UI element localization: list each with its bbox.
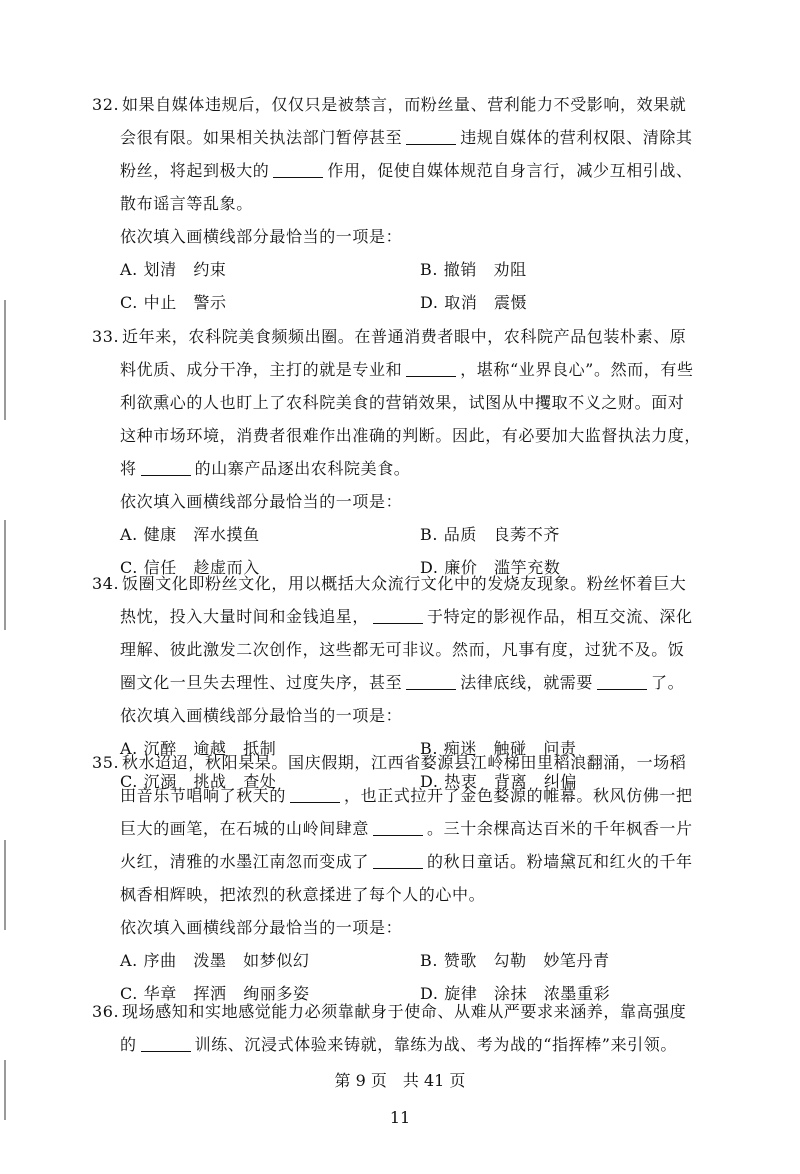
question-text-line xyxy=(92,419,732,452)
question-text-line xyxy=(92,187,732,220)
question-text-line xyxy=(92,633,732,666)
fill-blank xyxy=(373,850,423,869)
fill-blank xyxy=(273,159,323,178)
question-33 xyxy=(92,320,732,584)
answer-option: A. 划清 约束 xyxy=(120,260,227,279)
question-text-line xyxy=(92,666,732,699)
question-number: 36. xyxy=(92,1002,120,1021)
question-text: 秋水迢迢，秋阳杲杲。国庆假期，江西省婺源县江岭梯田里稻浪翻涌，一场稻 xyxy=(122,753,687,772)
fill-blank xyxy=(406,671,456,690)
question-text-line xyxy=(92,452,732,485)
question-text: 于特定的影视作品，相互交流、深化 xyxy=(427,607,693,626)
fill-blank xyxy=(597,671,647,690)
answer-option: C. 沉溺 挑战 查处 xyxy=(120,772,277,791)
question-text: 粉丝，将起到极大的 xyxy=(120,161,270,180)
answer-option: B. 撤销 劝阻 xyxy=(420,260,527,279)
question-text: 料优质、成分干净，主打的就是专业和 xyxy=(120,360,403,379)
question-text: 利欲熏心的人也盯上了农科院美食的营销效果，试图从中攫取不义之财。面对 xyxy=(120,393,685,412)
question-text-line xyxy=(92,1028,732,1061)
fill-blank xyxy=(406,126,456,145)
scan-edge-mark xyxy=(4,840,6,930)
question-36 xyxy=(92,995,732,1061)
question-text: 的 xyxy=(120,1035,137,1054)
question-text: 将 xyxy=(120,459,137,478)
question-text-line xyxy=(92,746,732,779)
question-text-line xyxy=(92,154,732,187)
question-text: 违规自媒体的营利权限、清除其 xyxy=(460,128,693,147)
question-text-line xyxy=(92,845,732,878)
question-text-line xyxy=(92,320,732,353)
option-row xyxy=(92,286,732,319)
answer-option: D. 取消 震慑 xyxy=(420,293,528,312)
question-prompt: 依次填入画横线部分最恰当的一项是： xyxy=(120,918,403,937)
question-number: 35. xyxy=(92,753,120,772)
question-text: 法律底线，就需要 xyxy=(460,673,594,692)
question-text: ，也正式拉开了金色婺源的帷幕。秋风仿佛一把 xyxy=(344,786,693,805)
fill-blank xyxy=(290,784,340,803)
question-text: 。三十余棵高达百米的千年枫香一片 xyxy=(427,819,693,838)
fill-blank xyxy=(406,358,456,377)
question-text: 近年来，农科院美食频频出圈。在普通消费者眼中，农科院产品包装朴素、原 xyxy=(122,327,687,346)
answer-option: A. 沉醉 逾越 抵制 xyxy=(120,739,277,758)
answer-option: D. 热衷 背离 纠偏 xyxy=(420,772,578,791)
answer-option: C. 华章 挥洒 绚丽多姿 xyxy=(120,984,310,1003)
page-number: 11 xyxy=(389,1108,411,1127)
question-text: 圈文化一旦失去理性、过度失序，甚至 xyxy=(120,673,403,692)
question-32 xyxy=(92,88,732,319)
fill-blank xyxy=(373,605,423,624)
answer-option: C. 信任 趁虚而入 xyxy=(120,558,260,577)
question-35 xyxy=(92,746,732,1010)
page-indicator: 第 9 页 共 41 页 xyxy=(334,1071,466,1090)
question-text: 作用，促使自媒体规范自身言行，减少互相引战、 xyxy=(327,161,693,180)
question-text: 理解、彼此激发二次创作，这些都无可非议。然而，凡事有度，过犹不及。饭 xyxy=(120,640,685,659)
question-text: 的秋日童话。粉墙黛瓦和红火的千年 xyxy=(427,852,693,871)
fill-blank xyxy=(141,1033,191,1052)
question-text-line xyxy=(92,812,732,845)
question-text-line xyxy=(92,88,732,121)
fill-blank xyxy=(373,817,423,836)
question-text-line xyxy=(92,121,732,154)
question-text: ，堪称“业界良心”。然而，有些 xyxy=(460,360,694,379)
fill-blank xyxy=(141,457,191,476)
question-text: 了。 xyxy=(651,673,685,692)
question-prompt: 依次填入画横线部分最恰当的一项是： xyxy=(120,227,403,246)
answer-option: B. 赞歌 勾勒 妙笔丹青 xyxy=(420,951,610,970)
option-row xyxy=(92,253,732,286)
answer-option: D. 廉价 滥竽充数 xyxy=(420,558,561,577)
scan-edge-mark xyxy=(4,300,6,420)
question-text: 训练、沉浸式体验来铸就，靠练为战、考为战的“指挥棒”来引领。 xyxy=(194,1035,677,1054)
question-text: 饭圈文化即粉丝文化，用以概括大众流行文化中的发烧友现象。粉丝怀着巨大 xyxy=(122,574,687,593)
question-text: 散布谣言等乱象。 xyxy=(120,194,253,213)
scan-edge-mark xyxy=(4,520,6,630)
answer-option: C. 中止 警示 xyxy=(120,293,227,312)
question-text: 火红，清雅的水墨江南忽而变成了 xyxy=(120,852,370,871)
question-text-line xyxy=(92,600,732,633)
question-text-line xyxy=(92,567,732,600)
question-text-line xyxy=(92,878,732,911)
question-number: 33. xyxy=(92,327,120,346)
question-text: 现场感知和实地感觉能力必须靠献身于使命、从难从严要求来涵养，靠高强度 xyxy=(122,1002,687,1021)
option-row xyxy=(92,518,732,551)
question-text: 巨大的画笔，在石城的山岭间肆意 xyxy=(120,819,370,838)
answer-option: A. 序曲 泼墨 如梦似幻 xyxy=(120,951,310,970)
question-text: 的山寨产品逐出农科院美食。 xyxy=(194,459,411,478)
question-text: 会很有限。如果相关执法部门暂停甚至 xyxy=(120,128,403,147)
question-text: 这种市场环境，消费者很难作出准确的判断。因此，有必要加大监督执法力度， xyxy=(120,426,702,445)
question-number: 34. xyxy=(92,574,120,593)
answer-option: A. 健康 浑水摸鱼 xyxy=(120,525,260,544)
question-number: 32. xyxy=(92,95,120,114)
question-prompt: 依次填入画横线部分最恰当的一项是： xyxy=(120,706,403,725)
question-text-line xyxy=(92,995,732,1028)
question-text: 热忱，投入大量时间和金钱追星， xyxy=(120,607,370,626)
answer-option: D. 旋律 涂抹 浓墨重彩 xyxy=(420,984,611,1003)
question-text-line xyxy=(92,353,732,386)
answer-option: B. 品质 良莠不齐 xyxy=(420,525,560,544)
option-row xyxy=(92,944,732,977)
question-text-line xyxy=(92,386,732,419)
question-prompt: 依次填入画横线部分最恰当的一项是： xyxy=(120,492,403,511)
answer-option: B. 痴迷 触碰 问责 xyxy=(420,739,577,758)
question-text-line xyxy=(92,779,732,812)
question-text: 枫香相辉映，把浓烈的秋意揉进了每个人的心中。 xyxy=(120,885,486,904)
question-text: 如果自媒体违规后，仅仅只是被禁言，而粉丝量、营利能力不受影响，效果就 xyxy=(122,95,687,114)
question-text: 田音乐节唱响了秋天的 xyxy=(120,786,287,805)
